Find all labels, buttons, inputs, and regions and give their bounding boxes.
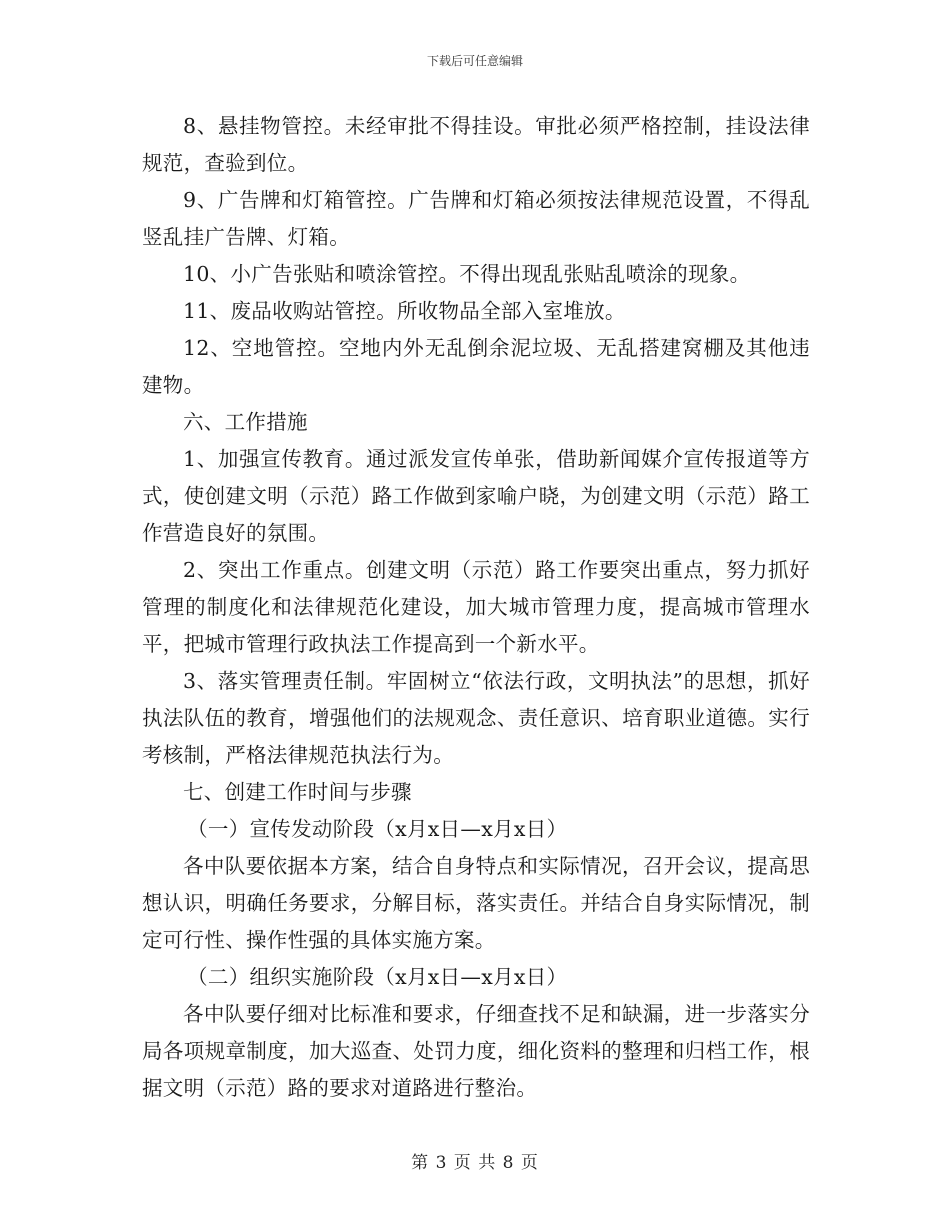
page-number-footer: 第 3 页 共 8 页 <box>411 1153 539 1173</box>
paragraph-stage-2: 各中队要仔细对比标准和要求，仔细查找不足和缺漏，进一步落实分局各项规章制度，加大巡查、处罚力度，细化资料的整理和归档工作，根据文明（示范）路的要求对道路进行整治。 <box>142 1002 810 1100</box>
paragraph-item-10: 10、小广告张贴和喷涂管控。不得出现乱张贴乱喷涂的现象。 <box>183 262 751 286</box>
subheading-stage-2: （二）组织实施阶段（x月x日—x月x日） <box>187 965 568 989</box>
document-body <box>142 108 810 1107</box>
section-heading-measures: 六、工作措施 <box>183 410 308 434</box>
paragraph-item-12: 12、空地管控。空地内外无乱倒余泥垃圾、无乱搭建窝棚及其他违建物。 <box>142 336 810 397</box>
page-header: 下载后可任意编辑 <box>426 54 523 68</box>
paragraph-item-9: 9、广告牌和灯箱管控。广告牌和灯箱必须按法律规范设置，不得乱竖乱挂广告牌、灯箱。 <box>142 188 810 249</box>
paragraph-item-11: 11、废品收购站管控。所收物品全部入室堆放。 <box>183 299 626 323</box>
subheading-stage-1: （一）宣传发动阶段（x月x日—x月x日） <box>187 817 568 841</box>
section-heading-schedule: 七、创建工作时间与步骤 <box>183 780 412 804</box>
paragraph-measure-1: 1、加强宣传教育。通过派发宣传单张，借助新闻媒介宣传报道等方式，使创建文明（示范）路工作做到家喻户晓，为创建文明（示范）路工作营造良好的氛围。 <box>142 447 810 545</box>
paragraph-item-8: 8、悬挂物管控。未经审批不得挂设。审批必须严格控制，挂设法律规范，查验到位。 <box>142 114 810 175</box>
paragraph-stage-1: 各中队要依据本方案，结合自身特点和实际情况，召开会议，提高思想认识，明确任务要求，分解目标，落实责任。并结合自身实际情况，制定可行性、操作性强的具体实施方案。 <box>142 854 810 952</box>
paragraph-measure-2: 2、突出工作重点。创建文明（示范）路工作要突出重点，努力抓好管理的制度化和法律规范化建设，加大城市管理力度，提高城市管理水平，把城市管理行政执法工作提高到一个新水平。 <box>142 558 810 656</box>
paragraph-measure-3: 3、落实管理责任制。牢固树立“依法行政，文明执法”的思想，抓好执法队伍的教育，增强他们的法规观念、责任意识、培育职业道德。实行考核制，严格法律规范执法行为。 <box>142 669 810 767</box>
